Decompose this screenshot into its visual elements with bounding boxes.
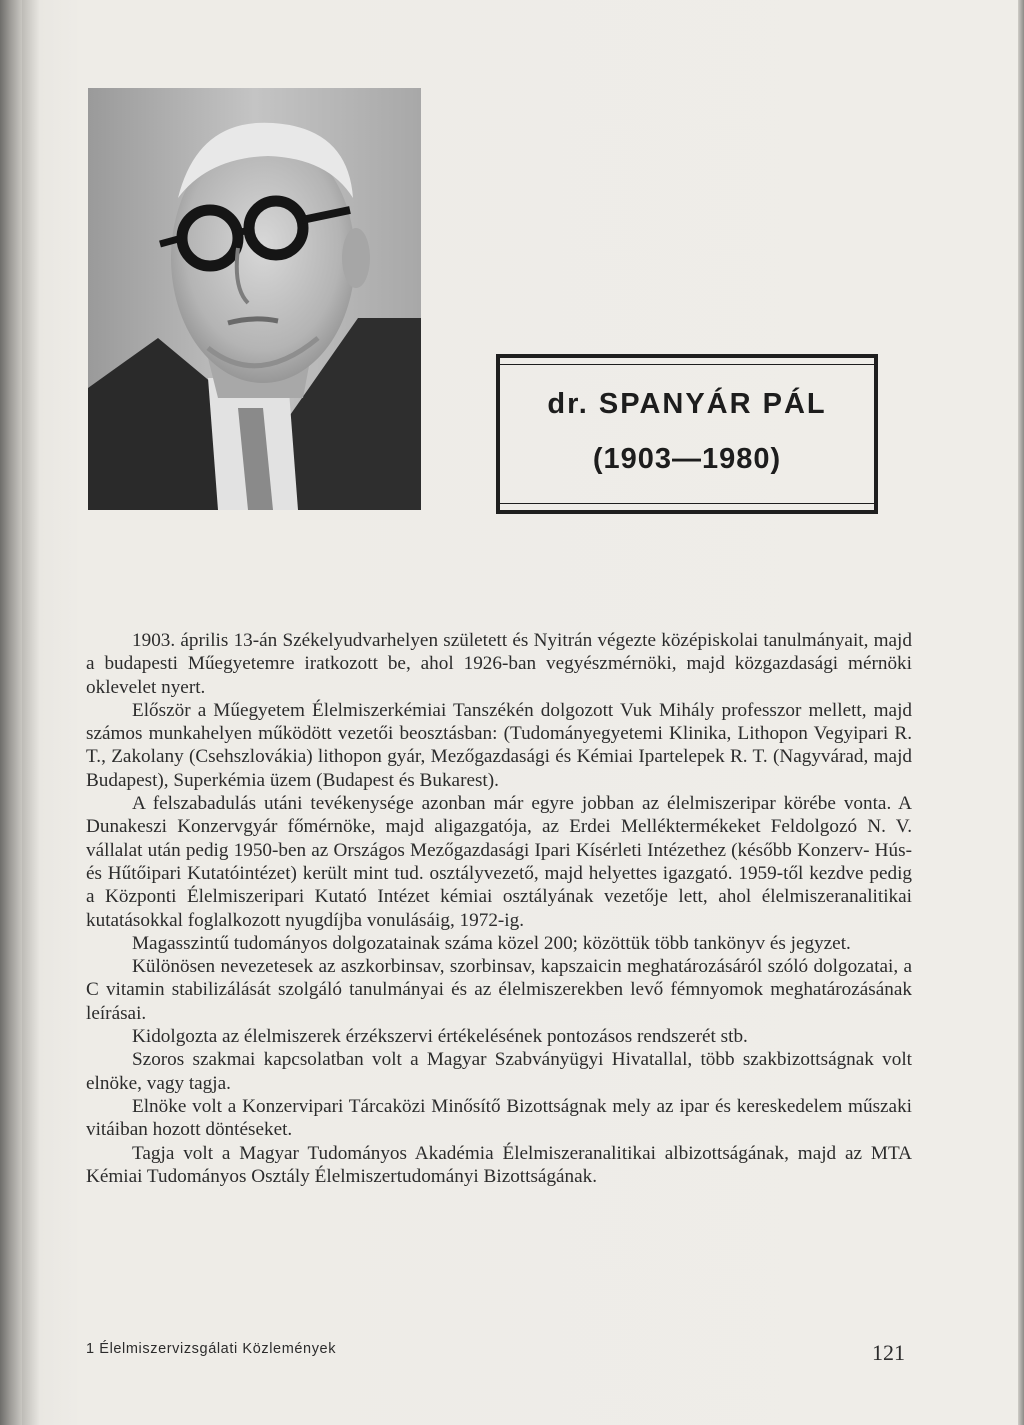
paragraph: 1903. április 13-án Székelyudvarhelyen született és Nyitrán végezte középiskolai tanulmányait, majd a budapesti Műegyetemre iratkozott be, ahol 1926-ban vegyészmérnöki, majd közgazdasági mérnöki oklevelet nyert. bbox=[86, 630, 912, 698]
paragraph: Először a Műegyetem Élelmiszerkémiai Tanszékén dolgozott Vuk Mihály professzor mellett, majd számos munkahelyen működött vezetői beosztásban: (Tudományegyetemi Klinika, Lithopon Vegyipari R. T., Zakolany (Csehszlovákia) lithopon gyár, Mezőgazdasági és Kémiai Ipartelepek R. T. (Nagyvárad, majd Budapest), Superkémia üzem (Budapest és Bukarest). bbox=[86, 699, 912, 791]
paragraph: Magasszintű tudományos dolgozatainak száma közel 200; közöttük több tankönyv és jegyzet. bbox=[132, 932, 851, 954]
paragraph: Tagja volt a Magyar Tudományos Akadémia Élelmiszeranalitikai albizottságának, majd az MTA Kémiai Tudományos Osztály Élelmiszertudományi Bizottságának. bbox=[86, 1142, 912, 1187]
journal-footer: 1 Élelmiszervizsgálati Közlemények bbox=[86, 1341, 337, 1357]
person-name: dr. SPANYÁR PÁL bbox=[547, 388, 827, 420]
paragraph: A felszabadulás utáni tevékenysége azonban már egyre jobban az élelmiszeripar körébe vonta. A Dunakeszi Konzervgyár főmérnöke, majd aligazgatója, az Erdei Melléktermékeket Feldolgozó N. V. vállalat után pedig 1950-ben az Országos Mezőgazdasági Ipari Kísérleti Intézethez (később Konzerv- Hús- és Hűtőipari Kutatóintézet) került mint tud. osztályvezető, majd helyettes igazgató. 1959-től kezdve pedig a Központi Élelmiszeripari Kutató Intézet kémiai osztályának vezetője lett, ahol élelmiszeranalitikai kutatásokkal foglalkozott nyugdíjba vonulásáig, 1972-ig. bbox=[86, 793, 912, 931]
book-spine bbox=[0, 0, 22, 1425]
paragraph: Különösen nevezetesek az aszkorbinsav, szorbinsav, kapszaicin meghatározásáról szóló dolgozatai, a C vitamin stabilizálását szolgáló tanulmányai és az élelmiszerekben levő fémnyomok meghatározásának leírásai. bbox=[86, 956, 912, 1024]
life-years: (1903—1980) bbox=[592, 443, 782, 475]
obituary-text bbox=[86, 629, 912, 1188]
paragraph: Elnöke volt a Konzervipari Tárcaközi Minősítő Bizottságnak mely az ipar és kereskedelem műszaki vitáiban hozott döntéseket. bbox=[86, 1095, 912, 1141]
portrait-photo bbox=[88, 88, 421, 510]
page-number: 121 bbox=[872, 1340, 905, 1365]
paragraph: Kidolgozta az élelmiszerek érzékszervi értékelésének pontozásos rendszerét stb. bbox=[132, 1026, 748, 1048]
paragraph: Szoros szakmai kapcsolatban volt a Magyar Szabványügyi Hivatallal, több szakbizottságnak volt elnöke, vagy tagja. bbox=[86, 1049, 912, 1094]
title-box-inner-rule bbox=[500, 364, 874, 504]
title-box bbox=[496, 354, 878, 514]
page-edge bbox=[1018, 0, 1024, 1425]
portrait-photo-icon bbox=[88, 88, 421, 510]
